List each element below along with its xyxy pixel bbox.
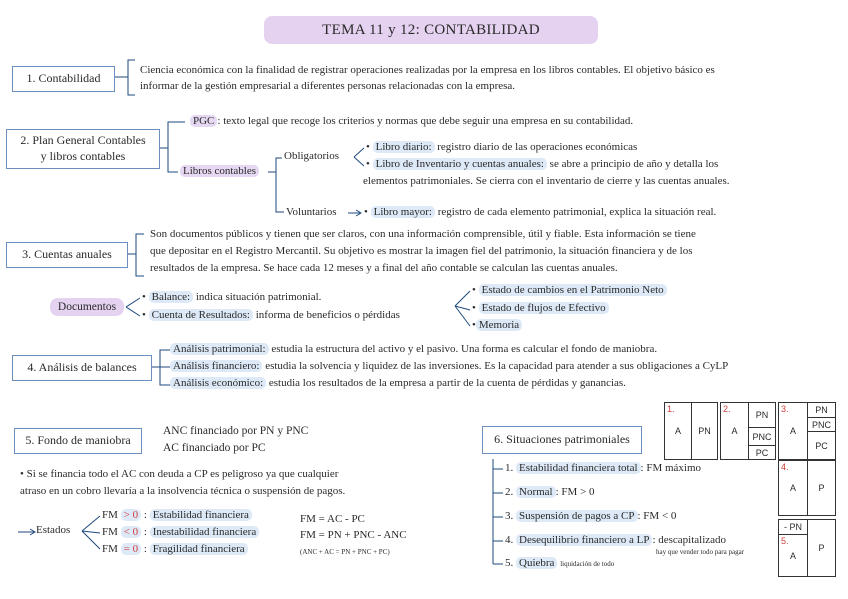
ac-line: AC financiado por PC [163, 442, 266, 454]
memoria-line: • Memoria [472, 319, 522, 331]
section-2-box: 2. Plan General Contables y libros contables [6, 129, 160, 169]
section-5-box: 5. Fondo de maniobra [14, 428, 142, 454]
balance-diagram-4: 4. A P [778, 460, 836, 516]
formula-balance: (ANC + AC = PN + PNC + PC) [300, 548, 390, 556]
pgc-line: PGC : texto legal que recoge los criterios y normas que debe seguir una empresa en su contabilidad. [190, 115, 633, 127]
documentos-label: Documentos [50, 298, 124, 316]
ecpn-line: • Estado de cambios en el Patrimonio Neto [472, 284, 667, 296]
libro-inventario-line2: elementos patrimoniales. Se cierra con el inventario de cierre y las cuentas anuales. [363, 175, 730, 187]
s3-text-line3: resultados de la empresa. Se hace cada 12 meses y a final del año contable se calculan las cuentas anuales. [150, 262, 618, 274]
s3-text-line2: que depositar en el Registro Mercantil. Su objetivo es mostrar la imagen fiel del patrimonio, la situación financiera y de los [150, 245, 693, 257]
estados-label: Estados [36, 524, 71, 536]
s1-definition-line1: Ciencia económica con la finalidad de registrar operaciones realizadas por la empresa en los libros contables. El objetivo básico es [140, 64, 715, 76]
section-6-box: 6. Situaciones patrimoniales [482, 426, 642, 454]
analisis-financiero-line: Análisis financiero: estudia la solvencia y liquidez de las inversiones. Es la capacidad para atender a sus obligaciones a CyLP [170, 360, 728, 372]
situacion-1: 1. Estabilidad financiera total : FM máximo [505, 462, 702, 474]
obligatorios-label: Obligatorios [284, 150, 339, 162]
analisis-patrimonial-line: Análisis patrimonial: estudia la estructura del activo y el pasivo. Una forma es calcular el fondo de maniobra. [170, 343, 657, 355]
s5-note-line1: • Si se financia todo el AC con deuda a CP es peligroso ya que cualquier [20, 468, 339, 480]
estado-1-line: FM > 0 : Estabilidad financiera [102, 509, 252, 521]
section-3-box: 3. Cuentas anuales [6, 242, 128, 268]
cuenta-resultados-line: • Cuenta de Resultados: informa de beneficios o pérdidas [142, 309, 400, 321]
page-title: TEMA 11 y 12: CONTABILIDAD [264, 16, 598, 44]
voluntarios-label: Voluntarios [286, 206, 337, 218]
s3-text-line1: Son documentos públicos y tienen que ser claros, con una información comprensible, útil y fiable. Esta información se tiene [150, 228, 696, 240]
situacion-4: 4. Desequilibrio financiero a LP : descapitalizado [505, 534, 727, 546]
balance-diagram-2: 2. A PN PNC PC [720, 402, 776, 460]
situacion-3: 3. Suspensión de pagos a CP : FM < 0 [505, 510, 677, 522]
libro-mayor-line: • Libro mayor: registro de cada elemento patrimonial, explica la situación real. [364, 206, 717, 218]
efe-line: • Estado de flujos de Efectivo [472, 302, 609, 314]
s5-note-line2: atraso en un cobro llevaría a la insolvencia técnica o suspensión de pagos. [20, 485, 346, 497]
section-4-box: 4. Análisis de balances [12, 355, 152, 381]
situacion-4-note: hay que vender todo para pagar [656, 548, 745, 556]
situacion-2: 2. Normal : FM > 0 [505, 486, 595, 498]
formula-fm-pn: FM = PN + PNC - ANC [300, 529, 407, 541]
estado-2-line: FM < 0 : Inestabilidad financiera [102, 526, 259, 538]
section-1-box: 1. Contabilidad [12, 66, 115, 92]
formula-fm-ac: FM = AC - PC [300, 513, 365, 525]
libro-diario-line: • Libro diario: registro diario de las operaciones económicas [366, 141, 638, 153]
libro-inventario-line: • Libro de Inventario y cuentas anuales: se abre a principio de año y detalla los [366, 158, 719, 170]
balance-diagram-3: 3. A PN PNC PC [778, 402, 836, 460]
analisis-economico-line: Análisis económico: estudia los resultados de la empresa a partir de la cuenta de pérdidas y ganancias. [170, 377, 626, 389]
libros-contables-label: Libros contables [180, 165, 259, 177]
anc-line: ANC financiado por PN y PNC [163, 425, 309, 437]
balance-diagram-5: - PN 5. A P [778, 519, 836, 577]
balance-diagram-1: 1. A PN [664, 402, 718, 460]
s1-definition-line2: informar de la gestión empresarial a diferentes personas relacionadas con la empresa. [140, 80, 516, 92]
balance-line: • Balance: indica situación patrimonial. [142, 291, 322, 303]
situacion-5: 5. Quiebra liquidación de todo [505, 557, 615, 569]
estado-3-line: FM = 0 : Fragilidad financiera [102, 543, 248, 555]
